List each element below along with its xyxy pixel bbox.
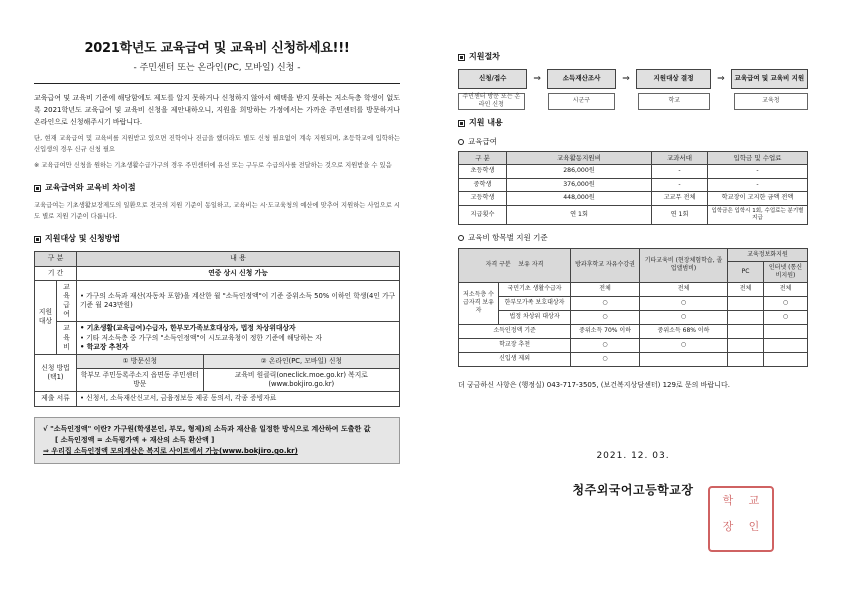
step-2: 소득재산조사 <box>547 69 616 89</box>
edu-benefit-value: • 가구의 소득과 재산(자동차 포함)을 계산한 월 "소득인정액"이 기준 중위소득 50% 이하인 학생(4인 가구 기준 월 243만원) <box>77 280 400 322</box>
table-row: 지급횟수 연 1회 연 1회 입학금은 입학시 1회, 수업료는 분기별 지급 <box>459 205 808 225</box>
target-label: 지원 대상 <box>35 280 57 354</box>
method-visit: ① 방문신청 <box>77 354 204 368</box>
table-row: 한부모가족 보호대상자 ○ ○ ○ <box>459 296 808 310</box>
circle-bullet-icon <box>458 139 464 145</box>
col-kind: 구 분 <box>35 252 77 266</box>
col-header: 인터넷 (통신비지원) <box>764 261 808 282</box>
method-online: ② 온라인(PC, 모바일) 신청 <box>203 354 399 368</box>
square-bullet-icon <box>458 120 465 127</box>
actor-3: 학교 <box>638 93 710 110</box>
step-1: 신청/접수 <box>458 69 527 89</box>
table-row: 소득인정액 기준 중위소득 70% 이하 중위소득 68% 이하 <box>459 324 808 338</box>
actor-4: 교육청 <box>734 93 808 110</box>
square-bullet-icon <box>34 236 41 243</box>
target-heading: 지원대상 및 신청방법 <box>34 234 400 245</box>
table-row: 고등학생 448,000원 고교무 전체 학교장이 고지한 금액 전액 <box>459 192 808 205</box>
table-row: 학교장 추천 ○ ○ <box>459 338 808 352</box>
intro-paragraph: 교육급여 및 교육비 기준에 해당함에도 제도를 알지 못하거나 신청하지 않아서 혜택을 받지 못하는 저소득층 학생이 없도록 2021학년도 교육급여 및 교육비 신청을 제안내하오니, 지원을 희망하는 가정에서는 가까운 주민센터를 방문하거나 온라인으로 신청해주시기 바랍니다. <box>34 93 400 127</box>
intro-note: 단, 현재 교육급여 및 교육비를 지원받고 있으면 진학이나 진급을 했더라도 별도 신청 필요없이 계속 지원되며, 초등학교에 입학하는 신입생의 경우 신규 신청 필요 <box>34 135 400 154</box>
col-header: 교과서대 <box>652 151 708 165</box>
notice-date: 2021. 12. 03. <box>596 451 670 462</box>
col-header: 구 분 <box>459 151 507 165</box>
online-text[interactable]: 교육비 원클릭(oneclick.moe.go.kr) 복지로(www.bokjiro.go.kr) <box>203 369 399 392</box>
docs-label: 제출 서류 <box>35 392 77 406</box>
right-column <box>458 52 808 499</box>
divider <box>34 83 400 84</box>
circle-bullet-icon <box>458 235 464 241</box>
diff-heading: 교육급여와 교육비 차이점 <box>34 183 400 194</box>
income-note-box <box>34 417 400 465</box>
col-header: PC <box>728 261 764 282</box>
edu-cost-value: • 기초생활(교육급여)수급자, 한부모가족보호대상자, 법정 차상위대상자 • 기타 저소득층 중 가구의 "소득인정액"이 시도교육청이 정한 기준에 해당하는 자 • 학교장 추천자 <box>77 322 400 355</box>
step-3: 지원대상 결정 <box>636 69 711 89</box>
col-header: 자격 구분 보유 자격 <box>459 248 571 282</box>
procedure-flow <box>458 69 808 89</box>
square-bullet-icon <box>458 54 465 61</box>
procedure-actors <box>458 93 808 110</box>
col-header: 교육활동지원비 <box>507 151 652 165</box>
edu-benefit-label: 교육 급여 <box>57 280 77 322</box>
benefit-subheading: 교육급여 <box>458 137 808 147</box>
arrow-right-icon: ⇒ <box>717 73 725 84</box>
period-label: 기 간 <box>35 266 77 280</box>
contact-info: 더 궁금하신 사항은 (행정실) 043-717-3505, (보건복지상담센터) 129로 문의 바랍니다. <box>458 380 730 389</box>
page-subtitle: - 주민센터 또는 온라인(PC, 모바일) 신청 - <box>133 62 301 73</box>
visit-text: 학부모 주민등록주소지 읍면동 주민센터 방문 <box>77 369 204 392</box>
cost-table <box>458 248 808 367</box>
method-label: 신청 방법 (택1) <box>35 354 77 392</box>
square-bullet-icon <box>34 185 41 192</box>
table-row: 신입생 제외 ○ <box>459 352 808 366</box>
table-row: 저소득층 수급자격 보유자 국민기초 생활수급자 전체 전체 전체 전체 <box>459 282 808 296</box>
edu-cost-label: 교육 비 <box>57 322 77 355</box>
arrow-right-icon: ⇒ <box>622 73 630 84</box>
table-row: 중학생 376,000원 - - <box>459 178 808 191</box>
content-heading: 지원 내용 <box>458 118 808 129</box>
intro-remark: ※ 교육급여만 신청을 원하는 기초생활수급가구의 경우 주민센터에 유선 또는 구두로 수급의사를 전달하는 것으로 지원받을 수 있음 <box>34 162 392 170</box>
arrow-right-icon: ⇒ <box>533 73 541 84</box>
table-row: 법정 차상위 대상자 ○ ○ ○ <box>459 310 808 324</box>
note-line1: √ "소득인정액" 이란? 가구원(학생본인, 부모, 형제)의 소득과 재산을 일정한 방식으로 계산하여 도출한 값 <box>43 424 371 433</box>
table-row: 초등학생 286,000원 - - <box>459 165 808 178</box>
col-header: 교육정보화지원 <box>728 248 808 261</box>
actor-1: 주민센터 방문 또는 온라인 신청 <box>458 93 525 110</box>
note-line2: [ 소득인정액 = 소득평가액 + 재산의 소득 환산액 ] <box>55 435 215 444</box>
step-4: 교육급여 및 교육비 지원 <box>731 69 808 89</box>
diff-text: 교육급여는 기초생활보장제도의 일환으로 전국의 지원 기준이 동일하고, 교육비는 시·도교육청의 예산에 맞추어 지원하는 사업으로 시도 별로 지원 기준이 다릅니다. <box>34 202 400 221</box>
benefit-table <box>458 151 808 226</box>
actor-2: 시군구 <box>548 93 615 110</box>
left-column <box>34 30 400 464</box>
col-header: 기타교육비 (현장체험학습, 졸업앨범비) <box>640 248 728 282</box>
period-value: 연중 상시 신청 가능 <box>77 266 400 280</box>
col-header: 방과후학교 자유수강권 <box>571 248 640 282</box>
procedure-heading: 지원절차 <box>458 52 808 63</box>
page-title: 2021학년도 교육급여 및 교육비 신청하세요!!! <box>84 41 350 56</box>
signer-name: 청주외국어고등학교장 <box>572 483 694 498</box>
col-header: 입학금 및 수업료 <box>708 151 808 165</box>
target-table <box>34 251 400 407</box>
col-content: 내 용 <box>77 252 400 266</box>
cost-subheading: 교육비 항목별 지원 기준 <box>458 233 808 243</box>
official-seal-stamp: 학 교 장 인 <box>708 486 774 552</box>
note-line3[interactable]: ⇒ 우리집 소득인정액 모의계산은 복지로 사이트에서 가능(www.bokjiro.go.kr) <box>43 446 298 455</box>
docs-value: • 신청서, 소득재산신고서, 금융정보등 제공 동의서, 각종 증빙자료 <box>77 392 400 406</box>
